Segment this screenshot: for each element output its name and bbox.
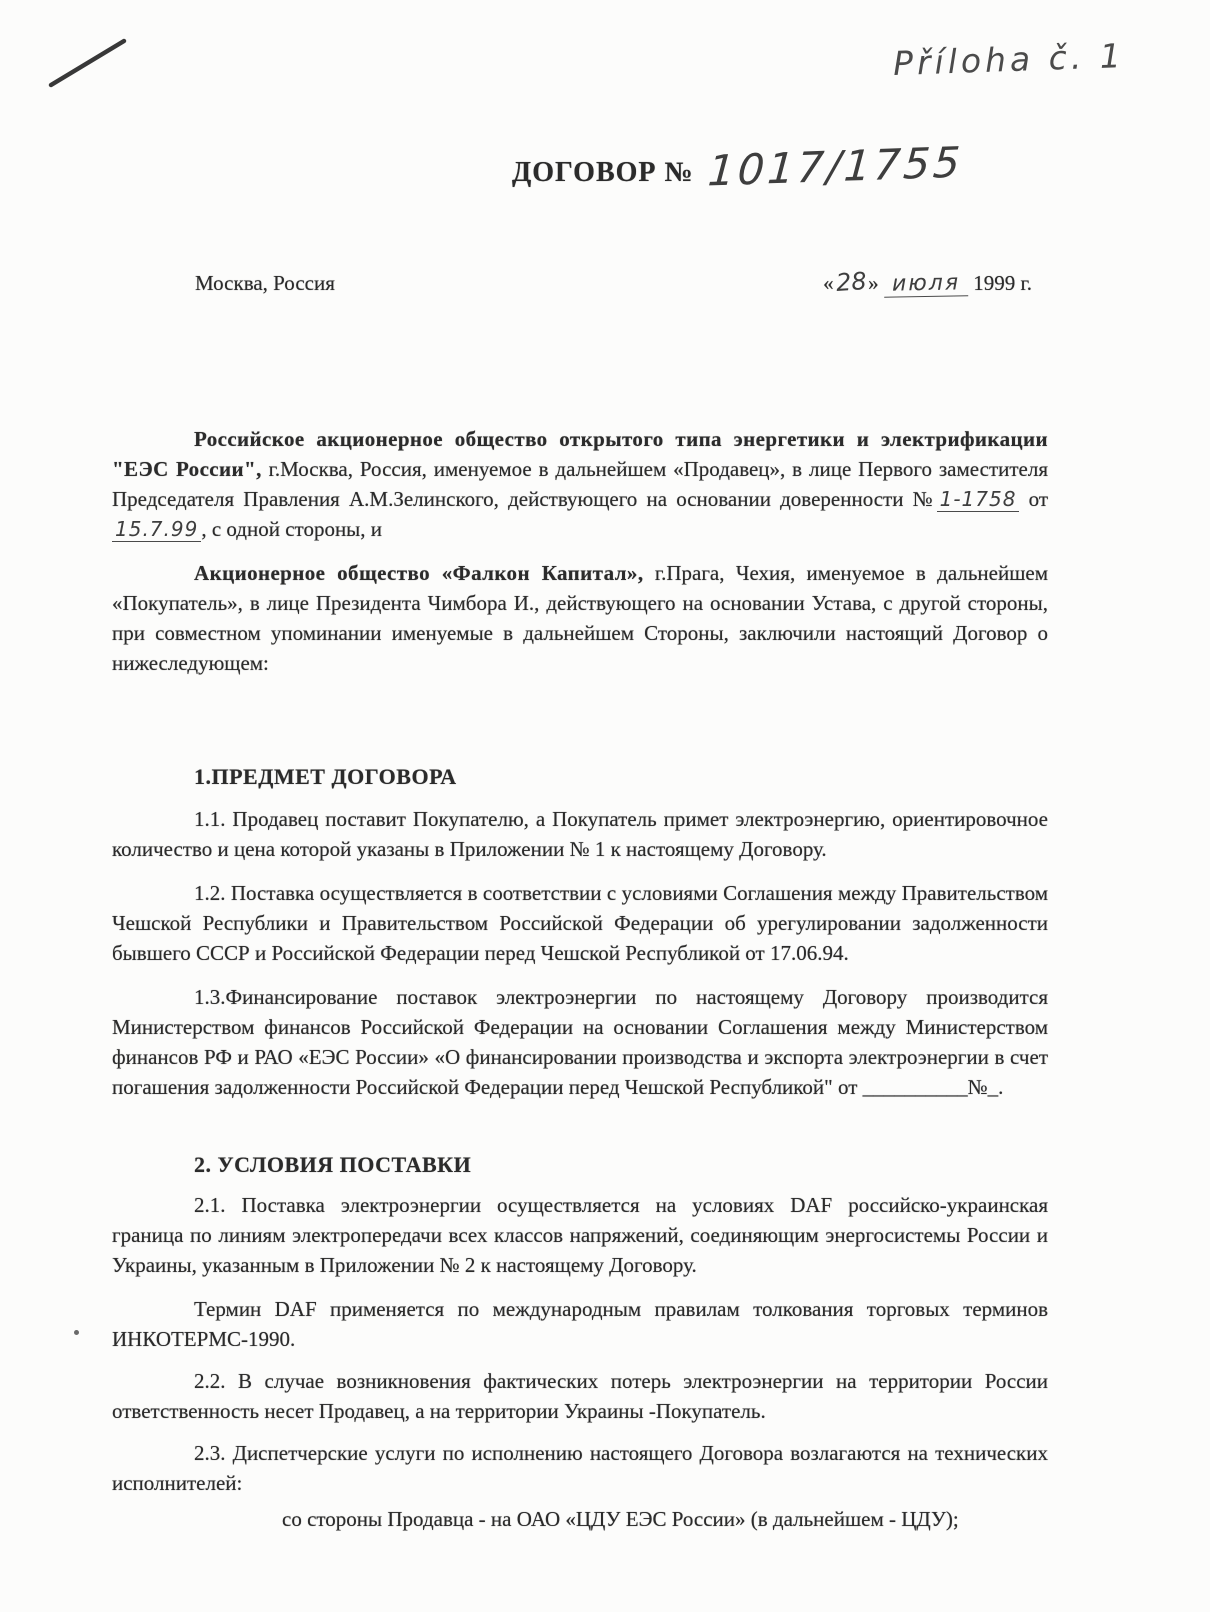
power-of-attorney-number-handwritten: 1-1758 bbox=[937, 487, 1020, 512]
clause-1-3 bbox=[112, 982, 1048, 1102]
clause-2-3: 2.3. Диспетчерские услуги по исполнению настоящего Договора возлагаются на технических исполнителей: bbox=[112, 1441, 1048, 1495]
seller-text-2: от bbox=[1019, 487, 1049, 511]
clause-1-3-number-blank: №_. bbox=[967, 1075, 1004, 1099]
daf-term-paragraph: Термин DAF применяется по международным правилам толкования торговых терминов ИНКОТЕРМС-1990. bbox=[112, 1297, 1048, 1351]
section-2-heading: 2. УСЛОВИЯ ПОСТАВКИ bbox=[194, 1152, 472, 1177]
date-close-quote: » bbox=[868, 271, 879, 295]
clause-2-1: 2.1. Поставка электроэнергии осуществляется на условиях DAF российско-украинская граница по линиям электропередачи всех классов напряжений, соединяющим энергосистемы России и Украины, указанным в Приложении № 2 к настоящему Договору. bbox=[112, 1193, 1048, 1277]
buyer-text: г.Прага, Чехия, именуемое в дальнейшем «Покупатель», в лице Президента Чимбора И., действующего на основании Устава, с другой стороны, при совместном упоминании именуемые в дальнейшем Стороны, заключили настоящий Договор о нижеследующем: bbox=[112, 561, 1048, 675]
seller-name-bold: Российское акционерное общество открытого типа энергетики и электрификации "ЕЭС России", bbox=[112, 427, 1048, 481]
pen-slash-mark bbox=[42, 32, 132, 99]
seller-text-1: г.Москва, Россия, именуемое в дальнейшем «Продавец», в лице Первого заместителя Председателя Правления А.М.Зелинского, действующего на основании доверенности № bbox=[112, 457, 1049, 511]
preamble-buyer-paragraph bbox=[112, 558, 1048, 678]
contract-number-handwritten: 1017/1755 bbox=[705, 137, 965, 196]
seller-dispatcher-line: со стороны Продавца - на ОАО «ЦДУ ЕЭС России» (в дальнейшем - ЦДУ); bbox=[282, 1507, 959, 1531]
clause-1-3-blank-line: __________ bbox=[862, 1075, 968, 1099]
preamble-seller-paragraph bbox=[112, 424, 1048, 544]
buyer-name-bold: Акционерное общество «Фалкон Капитал», bbox=[194, 561, 644, 585]
place-line: Москва, Россия bbox=[195, 271, 335, 295]
date-year: 1999 г. bbox=[973, 271, 1032, 295]
priloha-annotation: Příloha č. 1 bbox=[892, 35, 1126, 84]
date-month-handwritten: июля bbox=[884, 270, 969, 297]
clause-1-2: 1.2. Поставка осуществляется в соответствии с условиями Соглашения между Правительством Чешской Республики и Правительством Российской Федерации об урегулировании задолженности бывшего СССР и Российской Федерации перед Чешской Республикой от 17.06.94. bbox=[112, 881, 1048, 965]
date-line bbox=[823, 268, 1032, 297]
clause-2-2: 2.2. В случае возникновения фактических потерь электроэнергии на территории России ответственность несет Продавец, а на территории Украины -Покупатель. bbox=[112, 1369, 1048, 1423]
clause-1-1: 1.1. Продавец поставит Покупателю, а Покупатель примет электроэнергию, ориентировочное количество и цена которой указаны в Приложении № 1 к настоящему Договору. bbox=[112, 807, 1048, 861]
scan-speck bbox=[74, 1330, 79, 1335]
clause-1-3-text: 1.3.Финансирование поставок электроэнергии по настоящему Договору производится Министерством финансов Российской Федерации на основании Соглашения между Министерством финансов РФ и РАО «ЕЭС России» «О финансировании производства и экспорта электроэнергии в счет погашения задолженности Российской Федерации перед Чешской Республикой" от bbox=[112, 985, 1048, 1099]
date-day-handwritten: 28 bbox=[834, 266, 868, 298]
power-of-attorney-date-handwritten: 15.7.99 bbox=[112, 517, 201, 542]
section-1-heading: 1.ПРЕДМЕТ ДОГОВОРА bbox=[194, 764, 457, 789]
contract-title-label: ДОГОВОР № bbox=[512, 157, 694, 188]
seller-text-3: , с одной стороны, и bbox=[201, 517, 383, 541]
place-date-row bbox=[195, 268, 1032, 297]
contract-title bbox=[512, 137, 965, 196]
contract-body bbox=[112, 424, 1048, 1534]
date-open-quote: « bbox=[823, 271, 834, 295]
